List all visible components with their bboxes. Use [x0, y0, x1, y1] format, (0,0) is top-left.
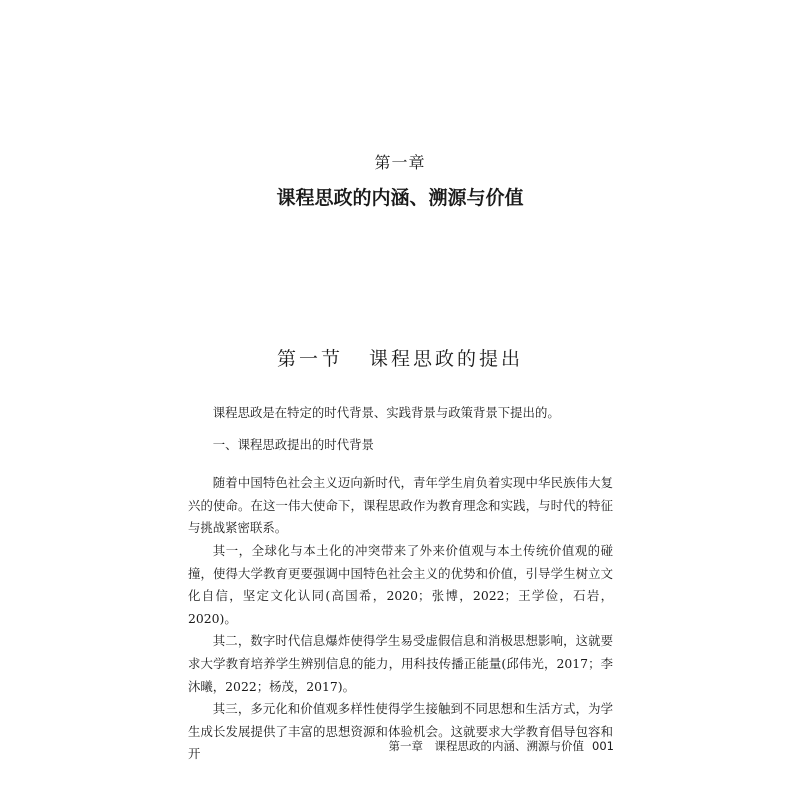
running-title: 第一章 课程思政的内涵、溯源与价值	[388, 739, 585, 753]
paragraph: 其一，全球化与本土化的冲突带来了外来价值观与本土传统价值观的碰撞，使得大学教育更要强调中国特色社会主义的优势和价值，引导学生树立文化自信，坚定文化认同(高国希，2020；张博，2022；王学俭，石岩，2020)。	[188, 542, 613, 626]
paragraph: 其三，多元化和价值观多样性使得学生接触到不同思想和生活方式，为学生成长发展提供了丰富的思想资源和体验机会。这就要求大学教育倡导包容和开	[188, 701, 613, 762]
page-number: 001	[592, 739, 614, 753]
paragraph: 随着中国特色社会主义迈向新时代，青年学生肩负着实现中华民族伟大复兴的使命。在这一伟大使命下，课程思政作为教育理念和实践，与时代的特征与挑战紧密联系。	[188, 475, 613, 536]
section-heading	[0, 344, 800, 371]
section-title: 课程思政的提出	[369, 348, 524, 370]
section-number: 第一节	[276, 348, 343, 370]
body-text	[188, 402, 613, 766]
chapter-title: 课程思政的内涵、溯源与价值	[276, 187, 524, 209]
intro-paragraph: 课程思政是在特定的时代背景、实践背景与政策背景下提出的。	[212, 405, 560, 420]
subsection-heading: 一、课程思政提出的时代背景	[212, 436, 374, 452]
chapter-number: 第一章	[374, 153, 426, 172]
paragraph: 其二，数字时代信息爆炸使得学生易受虚假信息和消极思想影响，这就要求大学教育培养学生辨别信息的能力，用科技传播正能量(邱伟光，2017；李沐曦，2022；杨茂，2017)。	[188, 633, 613, 694]
page-footer	[389, 738, 614, 754]
